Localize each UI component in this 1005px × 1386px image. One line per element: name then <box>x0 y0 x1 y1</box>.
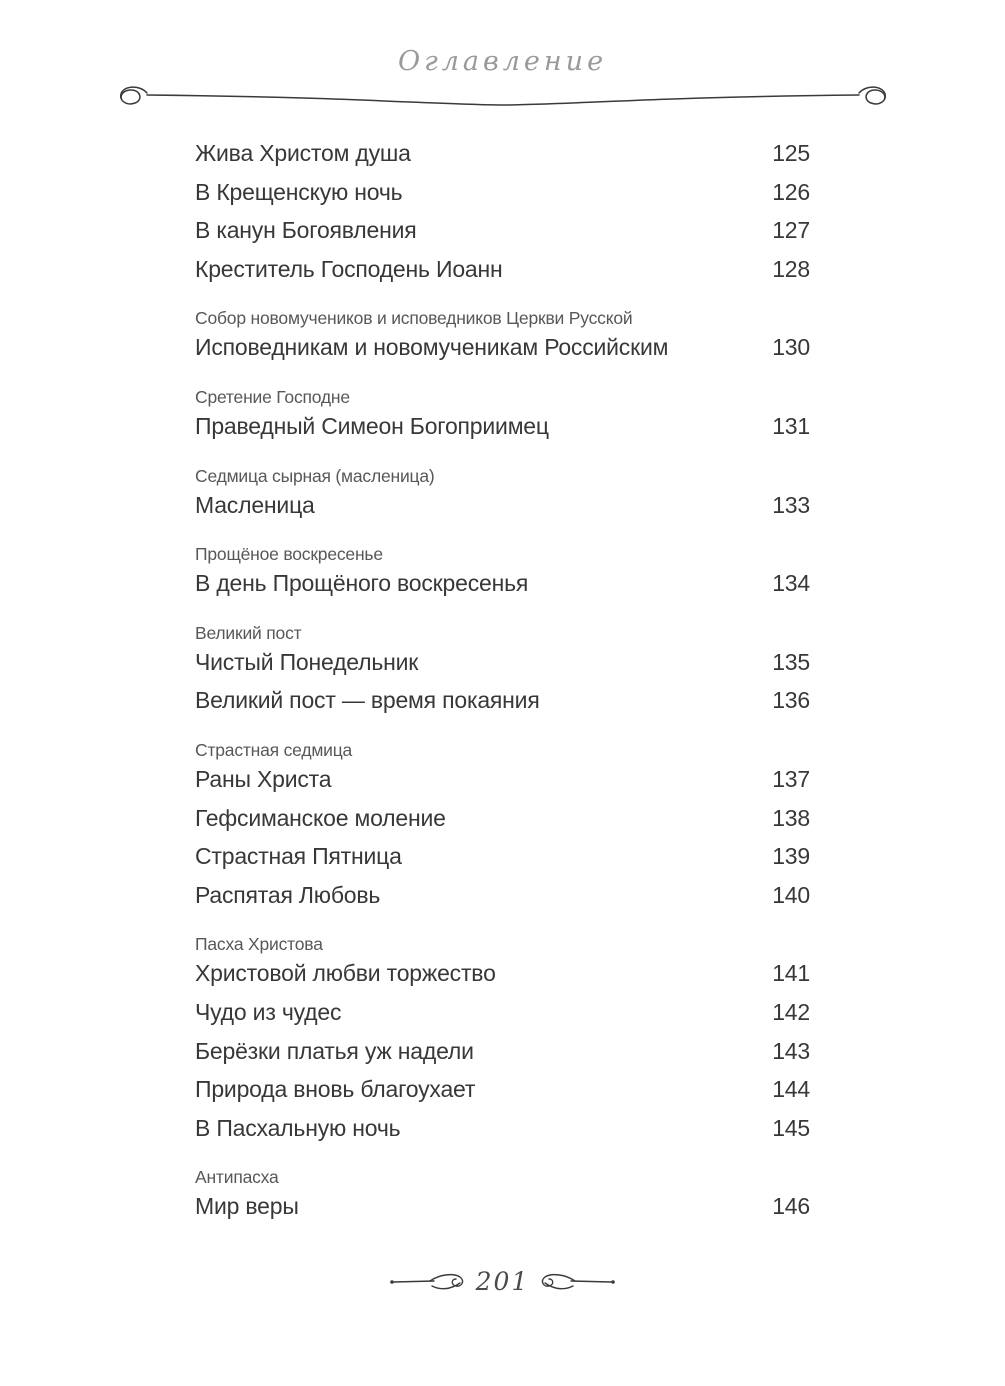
toc-entry-title: Раны Христа <box>195 765 332 792</box>
toc-entry-page: 133 <box>772 491 810 518</box>
toc-group <box>195 134 810 288</box>
page-title: Оглавление <box>397 46 608 77</box>
page-header <box>0 0 1005 114</box>
toc-entry-page: 146 <box>772 1193 810 1220</box>
toc-entry <box>195 564 810 603</box>
toc-entry-page: 136 <box>772 687 810 714</box>
toc-group <box>195 544 810 603</box>
toc-group <box>195 1167 810 1226</box>
toc-group <box>195 308 810 367</box>
toc-entry <box>195 643 810 682</box>
toc-section-label: Страстная седмица <box>195 739 353 760</box>
toc-section-label: Прощёное воскресенье <box>195 544 383 565</box>
toc-section-label: Сретение Господне <box>195 386 350 407</box>
toc-entry <box>195 211 810 250</box>
toc-entry <box>195 250 810 289</box>
toc-entry-title: Креститель Господень Иоанн <box>195 255 503 282</box>
toc-entry-title: Гефсиманское моление <box>195 804 446 831</box>
toc-entry <box>195 1109 810 1148</box>
toc-entry-title: Праведный Симеон Богоприимец <box>195 412 549 439</box>
toc-entry-page: 125 <box>772 140 810 166</box>
footer-flourish-right-icon <box>537 1268 617 1296</box>
toc-entry <box>195 993 810 1032</box>
toc-section-label: Великий пост <box>195 622 302 643</box>
toc-entry-page: 141 <box>772 960 810 987</box>
header-divider-flourish-icon <box>113 82 893 114</box>
page-number: 201 <box>475 1266 530 1296</box>
toc-group <box>195 934 810 1147</box>
toc-entry <box>195 799 810 838</box>
toc-entry-page: 145 <box>772 1114 810 1141</box>
toc-section-label: Пасха Христова <box>195 934 323 955</box>
toc-entry <box>195 134 810 173</box>
toc-section-label: Антипасха <box>195 1167 279 1188</box>
toc-entry-title: Чудо из чудес <box>195 998 342 1025</box>
toc-group <box>195 387 810 446</box>
toc-entry <box>195 1187 810 1226</box>
toc-entry-page: 134 <box>772 570 810 597</box>
page-footer <box>0 1268 1005 1296</box>
toc-group <box>195 466 810 525</box>
toc-entry <box>195 954 810 993</box>
toc-entry-page: 128 <box>772 255 810 282</box>
toc-entry-page: 131 <box>772 412 810 439</box>
toc-entry <box>195 328 810 367</box>
toc-entry <box>195 837 810 876</box>
toc-entry-title: Страстная Пятница <box>195 843 402 870</box>
toc-entry-page: 140 <box>772 881 810 908</box>
toc-entry <box>195 760 810 799</box>
toc-entry-page: 126 <box>772 178 810 205</box>
toc-entry <box>195 173 810 212</box>
toc-entry-page: 139 <box>772 843 810 870</box>
table-of-contents <box>195 134 810 1226</box>
toc-entry-page: 142 <box>772 998 810 1025</box>
toc-entry-title: В канун Богоявления <box>195 217 417 244</box>
toc-entry-title: Природа вновь благоухает <box>195 1076 476 1103</box>
toc-entry <box>195 876 810 915</box>
toc-group <box>195 623 810 720</box>
toc-entry-page: 130 <box>772 334 810 361</box>
toc-entry <box>195 486 810 525</box>
toc-section-label: Собор новомучеников и исповедников Церкви Русской <box>195 308 633 329</box>
toc-entry-title: В Пасхальную ночь <box>195 1114 401 1141</box>
toc-entry <box>195 407 810 446</box>
toc-entry-title: Масленица <box>195 491 315 518</box>
toc-group <box>195 740 810 914</box>
toc-entry-title: Христовой любви торжество <box>195 960 496 987</box>
toc-entry-title: Распятая Любовь <box>195 881 381 908</box>
toc-entry-title: Берёзки платья уж надели <box>195 1037 474 1064</box>
toc-entry-title: В день Прощёного воскресенья <box>195 570 529 597</box>
toc-entry-page: 138 <box>772 804 810 831</box>
toc-entry-title: Чистый Понедельник <box>195 648 419 675</box>
toc-entry <box>195 1070 810 1109</box>
toc-entry-title: В Крещенскую ночь <box>195 178 403 205</box>
toc-entry-page: 127 <box>772 217 810 244</box>
toc-entry-title: Жива Христом душа <box>195 140 411 166</box>
toc-entry <box>195 681 810 720</box>
toc-entry-page: 143 <box>772 1037 810 1064</box>
toc-entry-page: 137 <box>772 765 810 792</box>
toc-entry-title: Мир веры <box>195 1193 299 1220</box>
toc-entry-title: Исповедникам и новомученикам Российским <box>195 334 669 361</box>
footer-flourish-left-icon <box>388 1268 468 1296</box>
toc-entry <box>195 1032 810 1071</box>
toc-entry-page: 135 <box>772 648 810 675</box>
toc-entry-page: 144 <box>772 1076 810 1103</box>
toc-entry-title: Великий пост — время покаяния <box>195 687 540 714</box>
toc-section-label: Седмица сырная (масленица) <box>195 465 435 486</box>
